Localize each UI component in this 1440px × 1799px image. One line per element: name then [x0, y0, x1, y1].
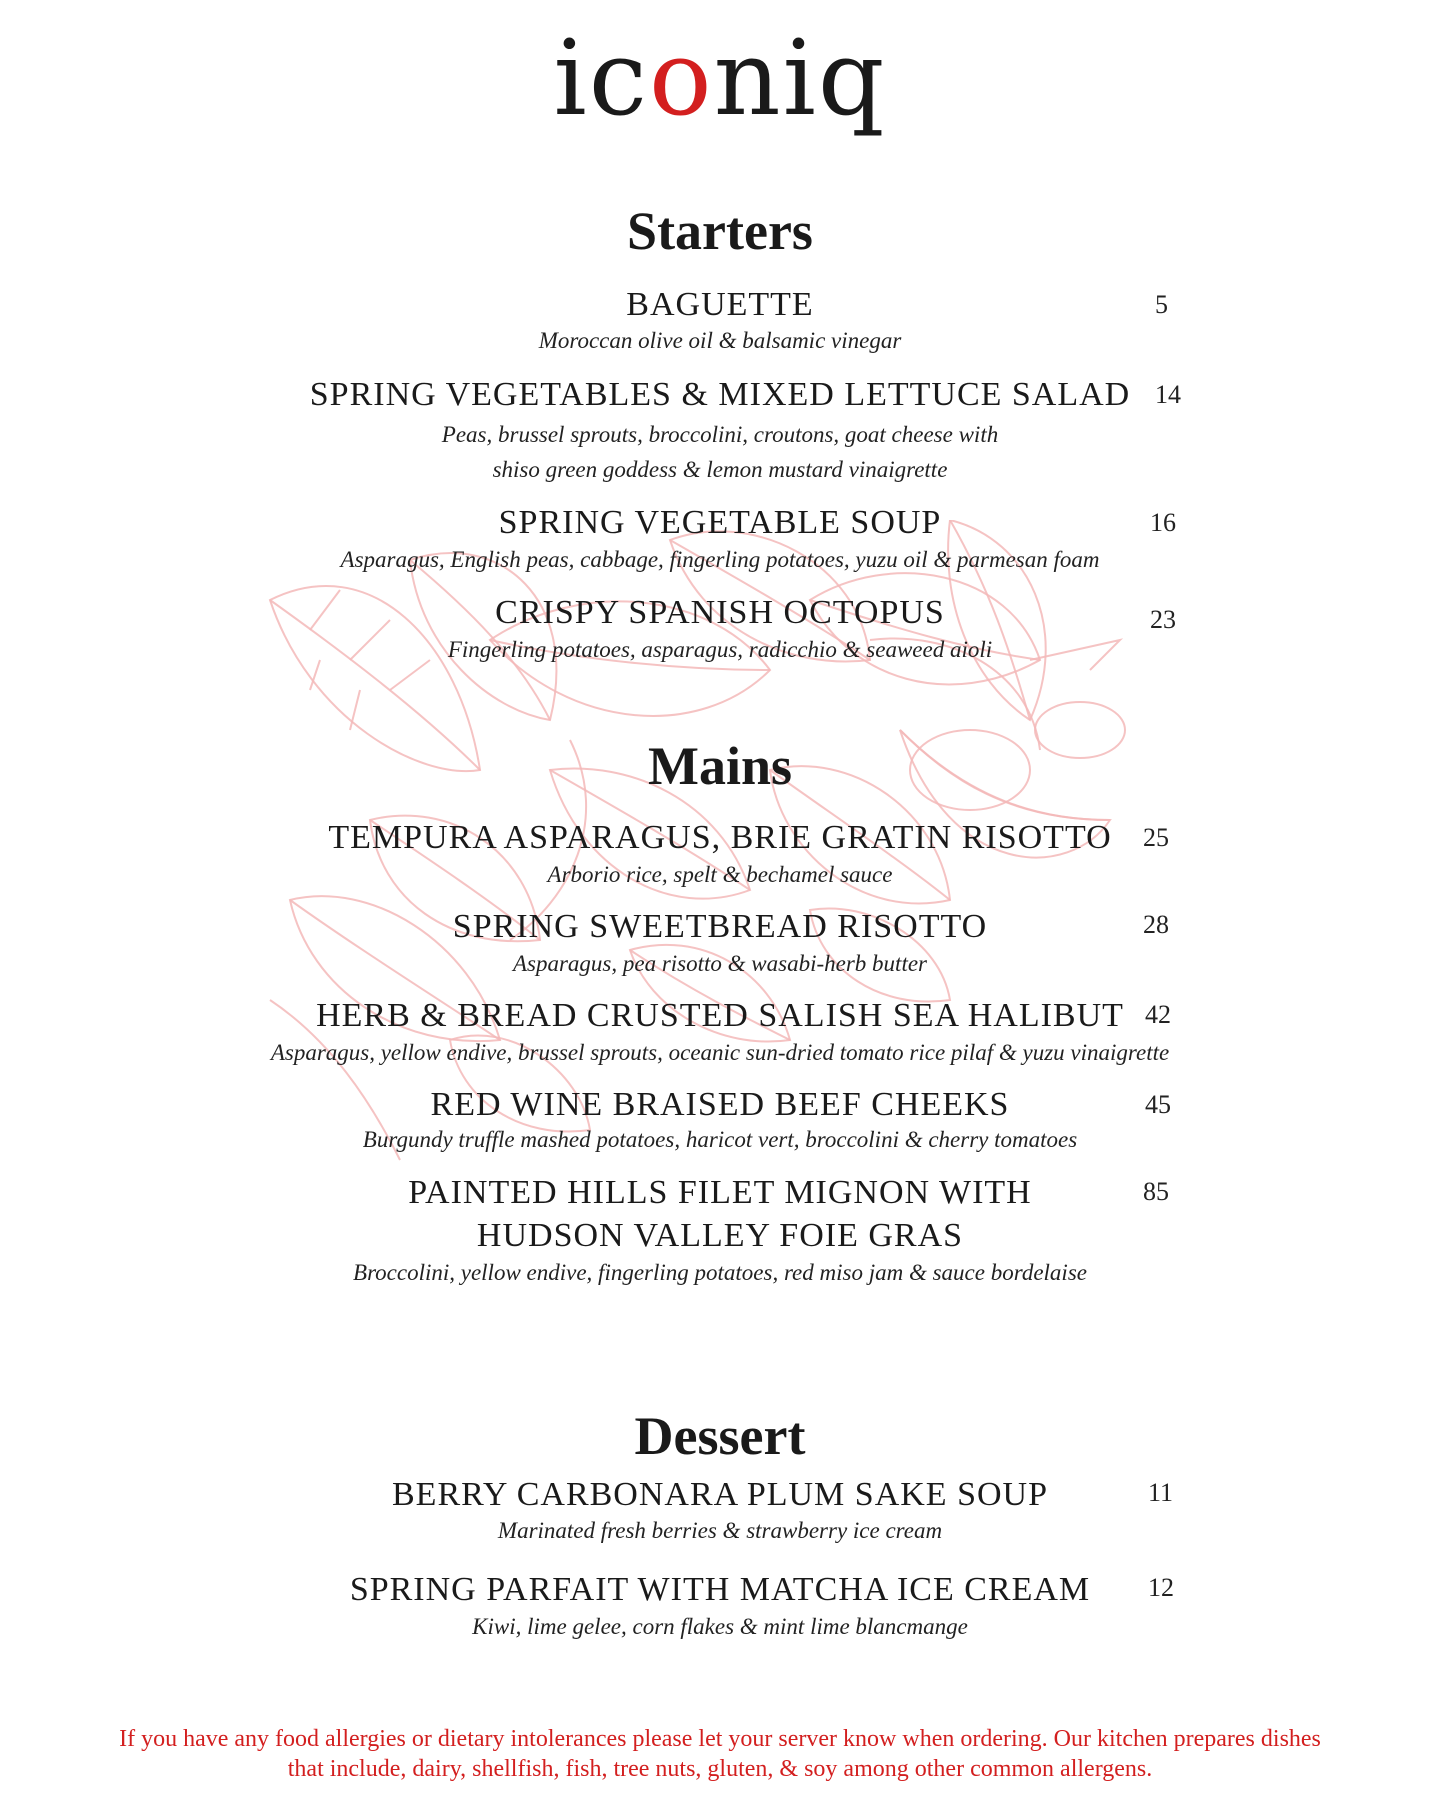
menu-item-name: CRISPY SPANISH OCTOPUS: [495, 594, 945, 631]
menu-item-description: Asparagus, pea risotto & wasabi-herb butter: [512, 951, 927, 976]
menu-item-name: TEMPURA ASPARAGUS, BRIE GRATIN RISOTTO: [328, 819, 1112, 856]
menu-item-price: 12: [1148, 1573, 1174, 1602]
menu-item-description: Fingerling potatoes, asparagus, radicchio & seaweed aioli: [447, 637, 993, 662]
menu-item-name: SPRING PARFAIT WITH MATCHA ICE CREAM: [349, 1571, 1091, 1608]
menu-item-description: Kiwi, lime gelee, corn flakes & mint lime blancmange: [472, 1614, 968, 1639]
menu-item-price: 42: [1145, 1000, 1171, 1029]
menu-item-description: Broccolini, yellow endive, fingerling potatoes, red miso jam & sauce bordelaise: [353, 1260, 1087, 1285]
menu-item-price: 85: [1143, 1177, 1169, 1206]
menu-item-price: 25: [1143, 823, 1169, 852]
allergy-notice-line-2: that include, dairy, shellfish, fish, tree nuts, gluten, & soy among other common allergens.: [287, 1756, 1153, 1782]
section-title-mains: Mains: [647, 736, 793, 796]
menu-item-price: 45: [1145, 1090, 1171, 1119]
section-title-starters: Starters: [627, 201, 813, 261]
menu-item-description: Asparagus, yellow endive, brussel sprouts, oceanic sun-dried tomato rice pilaf & yuzu vinaigrette: [270, 1040, 1170, 1065]
menu-item-name: HUDSON VALLEY FOIE GRAS: [476, 1217, 964, 1254]
menu-item-description: Marinated fresh berries & strawberry ice cream: [497, 1518, 943, 1543]
menu-item-name: BERRY CARBONARA PLUM SAKE SOUP: [392, 1476, 1048, 1513]
brand-logo-accent-letter: o: [649, 17, 714, 139]
menu-item-description: Peas, brussel sprouts, broccolini, croutons, goat cheese with: [441, 422, 999, 447]
menu-item-name: BAGUETTE: [626, 286, 814, 323]
menu-item-name: SPRING VEGETABLES & MIXED LETTUCE SALAD: [309, 376, 1131, 413]
section-title-dessert: Dessert: [634, 1406, 806, 1466]
menu-item-name: HERB & BREAD CRUSTED SALISH SEA HALIBUT: [316, 997, 1124, 1034]
menu-item-name: PAINTED HILLS FILET MIGNON WITH: [408, 1174, 1032, 1211]
menu-item-price: 14: [1155, 380, 1181, 409]
brand-logo-suffix: niq: [713, 17, 887, 139]
menu-item-description: Arborio rice, spelt & bechamel sauce: [547, 862, 893, 887]
menu-item-name: SPRING VEGETABLE SOUP: [498, 504, 942, 541]
menu-item-price: 16: [1150, 508, 1176, 537]
menu-item-description: Moroccan olive oil & balsamic vinegar: [538, 328, 902, 353]
menu-item-description: Asparagus, English peas, cabbage, fingerling potatoes, yuzu oil & parmesan foam: [340, 547, 1100, 572]
allergy-notice-line-1: If you have any food allergies or dietary intolerances please let your server know when ordering. Our kitchen prepares dishes: [119, 1726, 1321, 1752]
brand-logo-prefix: ic: [553, 17, 650, 139]
menu-item-price: 5: [1155, 290, 1168, 319]
menu-item-description: shiso green goddess & lemon mustard vinaigrette: [492, 457, 948, 482]
menu-item-price: 28: [1143, 910, 1169, 939]
menu-item-description: Burgundy truffle mashed potatoes, haricot vert, broccolini & cherry tomatoes: [362, 1127, 1078, 1152]
menu-item-price: 11: [1148, 1478, 1174, 1507]
menu-item-name: RED WINE BRAISED BEEF CHEEKS: [430, 1086, 1010, 1123]
menu-item-name: SPRING SWEETBREAD RISOTTO: [452, 908, 988, 945]
menu-item-price: 23: [1150, 605, 1176, 634]
brand-logo: [0, 18, 1440, 138]
